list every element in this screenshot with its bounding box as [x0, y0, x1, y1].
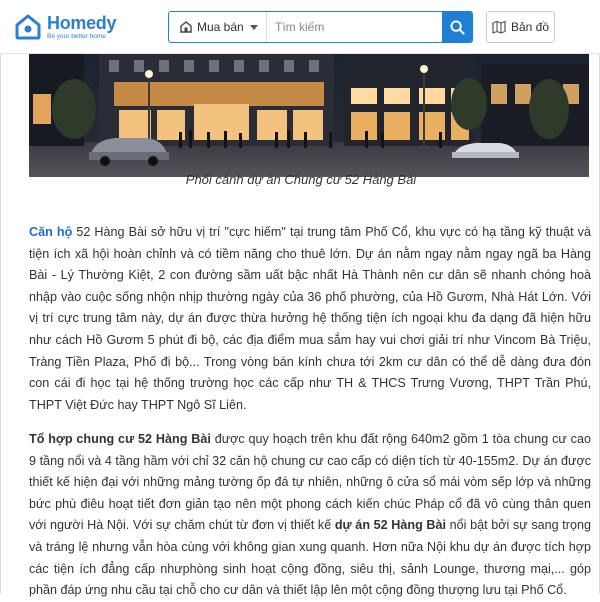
- map-button-label: Bản đồ: [510, 20, 550, 34]
- map-button[interactable]: [486, 11, 555, 43]
- chevron-down-icon: [250, 25, 258, 30]
- search-button[interactable]: [442, 12, 472, 42]
- project-paragraph: [29, 429, 591, 602]
- house-icon: [14, 13, 42, 41]
- project-name-bold: Tổ hợp chung cư 52 Hàng Bài: [29, 432, 211, 446]
- article-content: [0, 54, 600, 598]
- homedy-logo[interactable]: [14, 13, 116, 41]
- image-caption: Phối cảnh dự án Chung cư 52 Hàng Bài: [185, 172, 417, 187]
- project-text-1: được quy hoạch trên khu đất rộng 640m2 gồm 1 tòa chung cư cao 9 tầng nổi và 4 tầng hầm với chỉ 32 căn hộ chung cư cao cấp có diện tích từ 40-155m2. Dự án được thiết kế hiện đại với những mảng tường ốp đá tự nhiên, những ô cửa sổ mái vòm sếp lớp và những bức phù điêu hoạt tiết đơn giản tạo nên một phong cách kiến chúc Pháp cổ đã vô cùng thân quen với người Hà Nội. Với sự chăm chút từ đơn vị thiết kế: [29, 432, 591, 533]
- intro-paragraph: [29, 222, 591, 416]
- project-bold-2: dự án 52 Hàng Bài: [334, 518, 447, 533]
- can-ho-link[interactable]: Căn hộ: [29, 225, 73, 239]
- category-label: Mua bán: [197, 20, 244, 34]
- intro-text: 52 Hàng Bài sở hữu vị trí "cực hiếm" tại trung tâm Phố Cổ, khu vực có hạ tầng kỹ thuật và tiện ích xã hội hoàn chỉnh và có tiềm năng cho thuê lớn. Dự án nằm ngay nằm ngay ngã ba Hàng Bài - Lý Thường Kiệt, 2 con đường sầm uất bậc nhất Hà Thành nên cư dân sẽ nhanh chóng hoà nhập vào cuộc sống nhộn nhịp thường ngày của 36 phố phường, của Hồ Gươm, Nhà Hát Lớn. Với vị trí cực trung tâm này, dự án được thừa hưởng hệ thống tiện ích ngoại khu đa dạng đã hiện hữu như cách Hồ Gươm 5 phút đi bộ, các địa điểm mua sắm hay vui chơi giải trí như Vincom Bà Triệu, Tràng Tiền Plaza, Phố đi bộ... Trong vòng bán kính chưa tới 2km cư dân có thể dễ dàng đưa đón con cái đi học tại hệ thống trường học các cấp như TH & THCS Trưng Vương, THPT Trần Phú, THPT Việt Đức hay THPT Ngô Sĩ Liên.: [29, 225, 591, 412]
- search-icon: [450, 20, 465, 35]
- search-input[interactable]: [267, 12, 442, 42]
- logo-tagline: Be your better home: [47, 32, 106, 40]
- house-sale-icon: [179, 20, 193, 34]
- project-rendering-image: [29, 54, 589, 177]
- site-header: [0, 0, 600, 54]
- project-text-2: nổi bật bởi sự sang trọng và tráng lệ nhưng vẫn hòa cùng với không gian xung quanh. Hơn nữa Nội khu dự án được tích hợp các tiện ích đẳng cấp nhưphòng sinh hoạt cộng đồng, siêu thị, sảnh Lounge, thương mại,... góp phần đáp ứng nhu cầu tại chỗ cho cư dân và thiết lập lên một cộng đồng thượng lưu tại Phố Cổ.: [29, 518, 591, 598]
- search-bar: [168, 11, 473, 43]
- logo-name: Homedy: [47, 12, 117, 33]
- map-icon: [492, 20, 506, 34]
- category-dropdown[interactable]: [169, 12, 267, 42]
